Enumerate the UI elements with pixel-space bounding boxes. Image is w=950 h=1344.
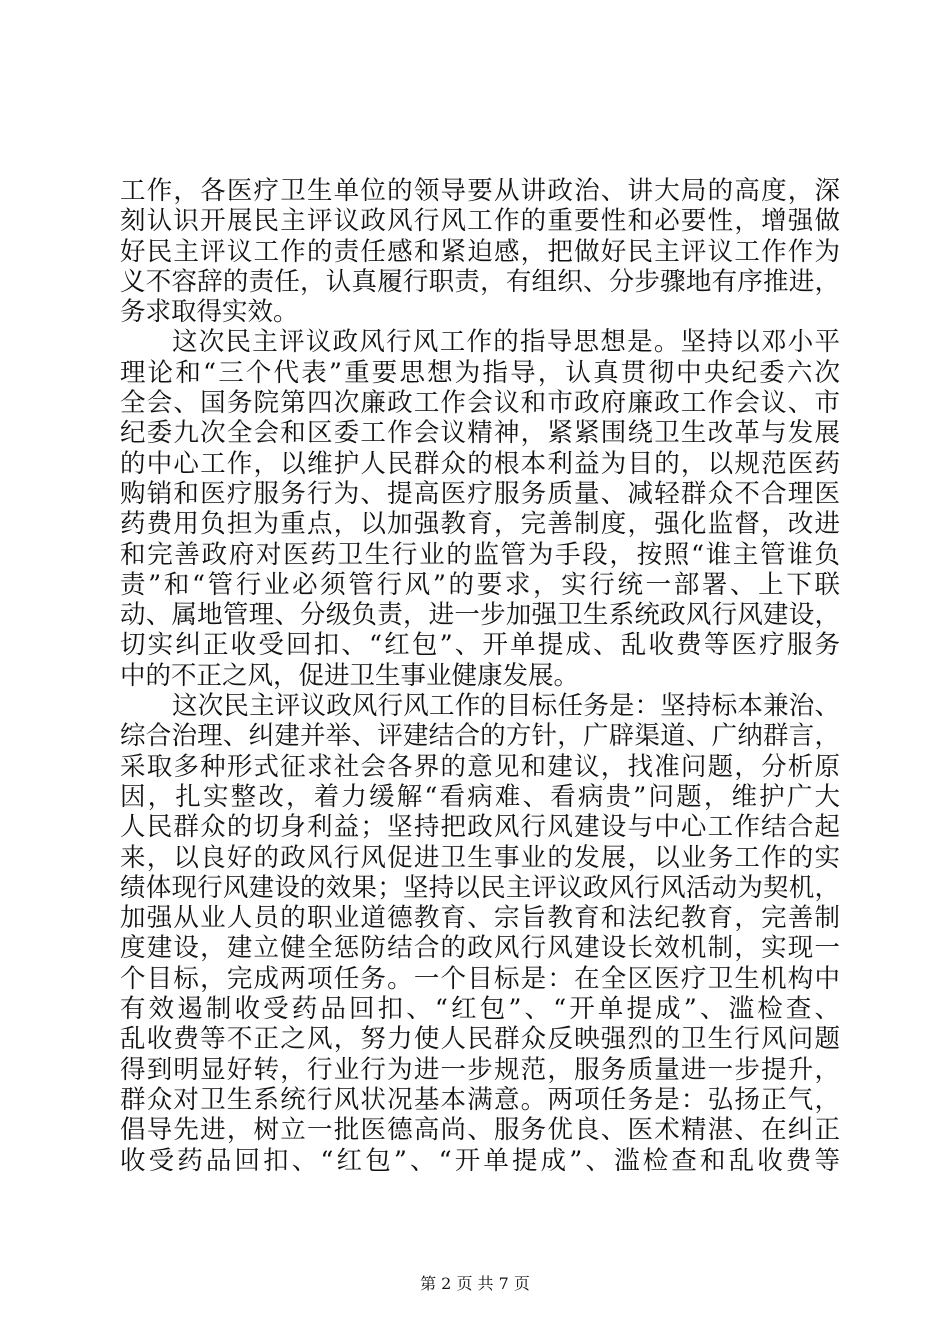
text-line: 购销和医疗服务行为、提高医疗服务质量、减轻群众不合理医: [120, 478, 840, 509]
text-line: 收受药品回扣、“红包”、“开单提成”、滥检查和乱收费等: [120, 1145, 840, 1176]
text-line: 度建设，建立健全惩防结合的政风行风建设长效机制，实现一: [120, 933, 840, 964]
text-line: 的中心工作，以维护人民群众的根本利益为目的，以规范医药: [120, 448, 840, 479]
text-line: 动、属地管理、分级负责，进一步加强卫生系统政风行风建设，: [120, 600, 840, 631]
text-line: 切实纠正收受回扣、“红包”、开单提成、乱收费等医疗服务: [120, 630, 840, 661]
text-line: 药费用负担为重点，以加强教育，完善制度，强化监督，改进: [120, 509, 840, 540]
text-line: 乱收费等不正之风，努力使人民群众反映强烈的卫生行风问题: [120, 1024, 840, 1055]
text-line: 中的不正之风，促进卫生事业健康发展。: [120, 660, 580, 691]
text-line: 绩体现行风建设的效果；坚持以民主评议政风行风活动为契机，: [120, 872, 840, 903]
text-line: 因，扎实整改，着力缓解“看病难、看病贵”问题，维护广大: [120, 781, 840, 812]
text-line: 全会、国务院第四次廉政工作会议和市政府廉政工作会议、市: [120, 388, 840, 419]
text-line: 和完善政府对医药卫生行业的监管为手段，按照“谁主管谁负: [120, 539, 840, 570]
text-line: 个目标，完成两项任务。一个目标是：在全区医疗卫生机构中: [120, 963, 840, 994]
text-line: 加强从业人员的职业道德教育、宗旨教育和法纪教育，完善制: [120, 903, 840, 934]
text-line: 理论和“三个代表”重要思想为指导，认真贯彻中央纪委六次: [120, 357, 840, 388]
text-line: 工作，各医疗卫生单位的领导要从讲政治、讲大局的高度，深: [120, 176, 840, 206]
page-number-footer: 第 2 页 共 7 页: [420, 1274, 530, 1293]
text-line: 倡导先进，树立一批医德高尚、服务优良、医术精湛、在纠正: [120, 1115, 840, 1146]
text-line: 纪委九次全会和区委工作会议精神，紧紧围绕卫生改革与发展: [120, 418, 840, 449]
text-line: 来，以良好的政风行风促进卫生事业的发展，以业务工作的实: [120, 842, 840, 873]
text-line: 这次民主评议政风行风工作的目标任务是：坚持标本兼治、: [172, 691, 840, 722]
text-line: 得到明显好转，行业行为进一步规范，服务质量进一步提升，: [120, 1054, 840, 1085]
text-line: 采取多种形式征求社会各界的意见和建议，找准问题，分析原: [120, 751, 840, 782]
text-line: 综合治理、纠建并举、评建结合的方针，广辟渠道、广纳群言，: [120, 721, 840, 752]
text-line: 这次民主评议政风行风工作的指导思想是。坚持以邓小平: [172, 327, 840, 358]
text-line: 义不容辞的责任，认真履行职责，有组织、分步骤地有序推进，: [120, 266, 840, 297]
text-line: 责”和“管行业必须管行风”的要求，实行统一部署、上下联: [120, 569, 840, 600]
text-line: 群众对卫生系统行风状况基本满意。两项任务是：弘扬正气，: [120, 1084, 840, 1115]
text-line: 人民群众的切身利益；坚持把政风行风建设与中心工作结合起: [120, 812, 840, 843]
body-text: [120, 176, 840, 1176]
text-line: 刻认识开展民主评议政风行风工作的重要性和必要性，增强做: [120, 206, 840, 237]
text-line: 好民主评议工作的责任感和紧迫感，把做好民主评议工作作为: [120, 236, 840, 267]
text-line: 务求取得实效。: [120, 297, 299, 328]
text-line: 有效遏制收受药品回扣、“红包”、“开单提成”、滥检查、: [120, 994, 840, 1025]
